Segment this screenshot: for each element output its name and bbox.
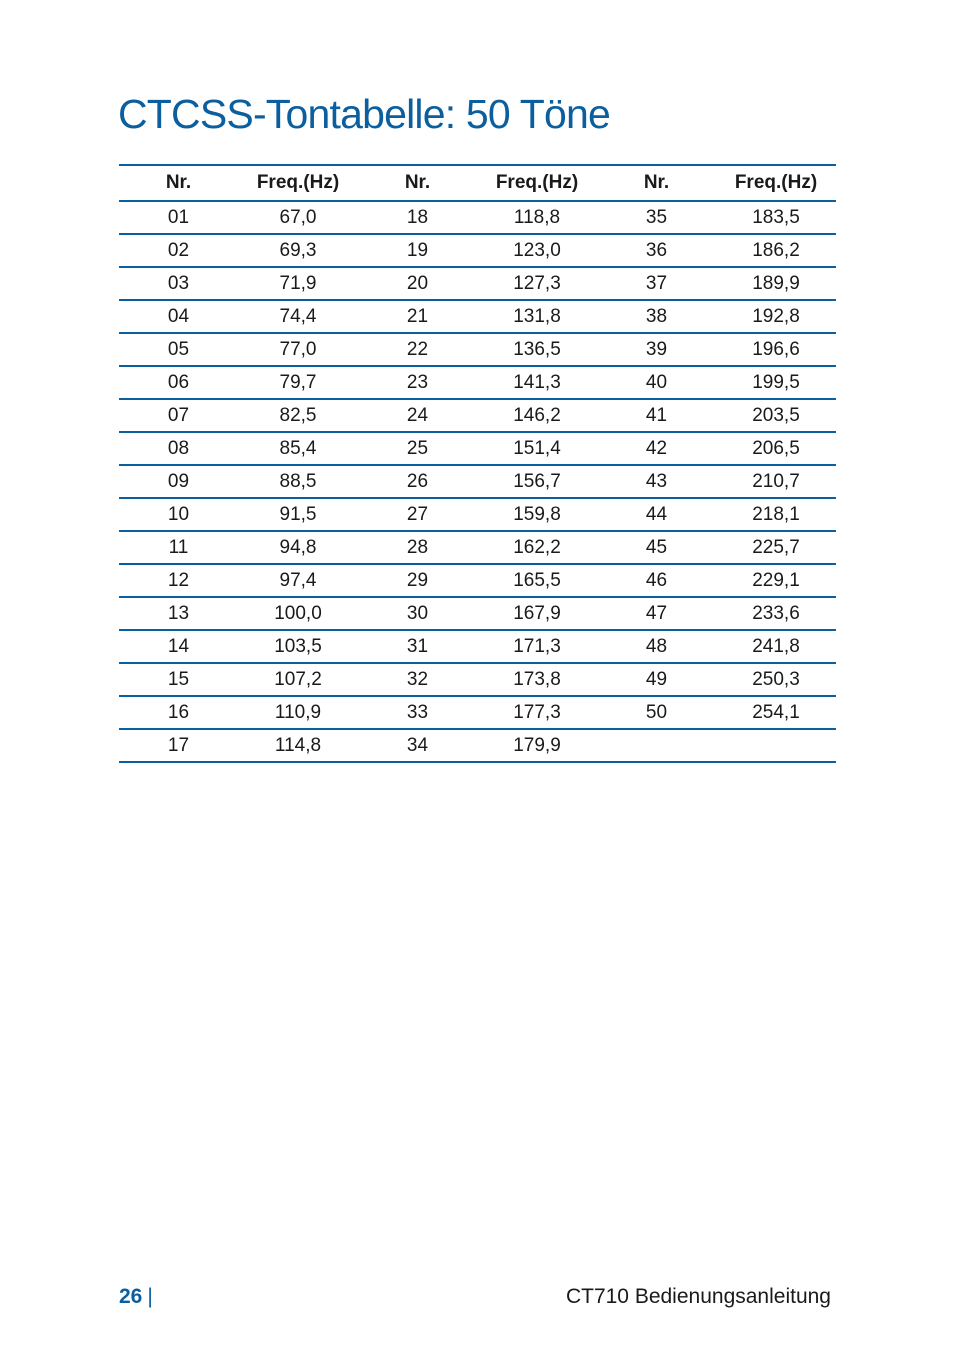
cell-freq: 82,5 (238, 399, 358, 432)
column-header-nr: Nr. (119, 165, 238, 201)
cell-nr: 43 (597, 465, 716, 498)
table-row (119, 729, 836, 762)
cell-nr: 20 (358, 267, 477, 300)
cell-freq: 118,8 (477, 201, 597, 234)
cell-freq: 233,6 (716, 597, 836, 630)
cell-nr: 49 (597, 663, 716, 696)
cell-nr: 24 (358, 399, 477, 432)
cell-freq: 74,4 (238, 300, 358, 333)
cell-nr: 11 (119, 531, 238, 564)
cell-nr: 25 (358, 432, 477, 465)
cell-nr: 29 (358, 564, 477, 597)
cell-freq: 165,5 (477, 564, 597, 597)
cell-nr: 46 (597, 564, 716, 597)
cell-freq: 123,0 (477, 234, 597, 267)
table-body (119, 201, 836, 762)
cell-nr: 44 (597, 498, 716, 531)
cell-nr: 06 (119, 366, 238, 399)
cell-freq: 167,9 (477, 597, 597, 630)
cell-nr: 16 (119, 696, 238, 729)
table-row (119, 663, 836, 696)
cell-freq: 114,8 (238, 729, 358, 762)
cell-nr: 39 (597, 333, 716, 366)
table-row (119, 465, 836, 498)
cell-freq: 136,5 (477, 333, 597, 366)
cell-nr: 47 (597, 597, 716, 630)
page-number-separator: | (147, 1285, 153, 1308)
table-row (119, 432, 836, 465)
cell-nr: 05 (119, 333, 238, 366)
cell-nr: 17 (119, 729, 238, 762)
table-row (119, 630, 836, 663)
cell-freq: 241,8 (716, 630, 836, 663)
table-row (119, 267, 836, 300)
cell-nr: 31 (358, 630, 477, 663)
cell-nr: 08 (119, 432, 238, 465)
cell-nr: 23 (358, 366, 477, 399)
table-row (119, 399, 836, 432)
cell-freq: 100,0 (238, 597, 358, 630)
cell-freq: 110,9 (238, 696, 358, 729)
table-header (119, 165, 836, 201)
column-header-freq: Freq.(Hz) (238, 165, 358, 201)
table-row (119, 597, 836, 630)
cell-freq: 177,3 (477, 696, 597, 729)
cell-freq: 186,2 (716, 234, 836, 267)
cell-freq: 183,5 (716, 201, 836, 234)
cell-freq: 179,9 (477, 729, 597, 762)
ctcss-tone-table (119, 164, 836, 763)
cell-nr: 41 (597, 399, 716, 432)
cell-freq: 131,8 (477, 300, 597, 333)
cell-freq: 71,9 (238, 267, 358, 300)
cell-nr: 32 (358, 663, 477, 696)
cell-freq: 159,8 (477, 498, 597, 531)
table-row (119, 201, 836, 234)
cell-nr: 15 (119, 663, 238, 696)
cell-freq: 203,5 (716, 399, 836, 432)
table-row (119, 498, 836, 531)
cell-nr (597, 729, 716, 762)
column-header-freq: Freq.(Hz) (716, 165, 836, 201)
cell-freq: 250,3 (716, 663, 836, 696)
cell-nr: 01 (119, 201, 238, 234)
cell-freq: 225,7 (716, 531, 836, 564)
cell-freq: 173,8 (477, 663, 597, 696)
cell-nr: 30 (358, 597, 477, 630)
cell-freq: 146,2 (477, 399, 597, 432)
cell-nr: 03 (119, 267, 238, 300)
page-number-value: 26 (119, 1285, 143, 1308)
cell-freq: 69,3 (238, 234, 358, 267)
cell-nr: 45 (597, 531, 716, 564)
cell-nr: 02 (119, 234, 238, 267)
column-header-freq: Freq.(Hz) (477, 165, 597, 201)
cell-nr: 26 (358, 465, 477, 498)
page-title: CTCSS-Tontabelle: 50 Töne (118, 91, 611, 137)
cell-nr: 18 (358, 201, 477, 234)
cell-freq: 151,4 (477, 432, 597, 465)
cell-nr: 36 (597, 234, 716, 267)
cell-nr: 33 (358, 696, 477, 729)
cell-freq: 210,7 (716, 465, 836, 498)
cell-nr: 38 (597, 300, 716, 333)
cell-freq: 67,0 (238, 201, 358, 234)
column-header-nr: Nr. (597, 165, 716, 201)
cell-nr: 42 (597, 432, 716, 465)
cell-freq: 94,8 (238, 531, 358, 564)
cell-nr: 37 (597, 267, 716, 300)
cell-freq: 107,2 (238, 663, 358, 696)
cell-nr: 40 (597, 366, 716, 399)
cell-nr: 04 (119, 300, 238, 333)
cell-nr: 27 (358, 498, 477, 531)
cell-freq: 85,4 (238, 432, 358, 465)
table-row (119, 564, 836, 597)
cell-nr: 21 (358, 300, 477, 333)
cell-nr: 19 (358, 234, 477, 267)
page-number (119, 1283, 153, 1311)
cell-freq: 88,5 (238, 465, 358, 498)
cell-freq: 229,1 (716, 564, 836, 597)
cell-nr: 50 (597, 696, 716, 729)
cell-freq: 196,6 (716, 333, 836, 366)
cell-freq: 91,5 (238, 498, 358, 531)
cell-freq: 189,9 (716, 267, 836, 300)
cell-freq: 254,1 (716, 696, 836, 729)
cell-nr: 10 (119, 498, 238, 531)
document-title: CT710 Bedienungsanleitung (565, 1285, 831, 1308)
table-row (119, 531, 836, 564)
cell-nr: 12 (119, 564, 238, 597)
table-row (119, 333, 836, 366)
table-row (119, 366, 836, 399)
cell-nr: 22 (358, 333, 477, 366)
cell-nr: 34 (358, 729, 477, 762)
table-row (119, 234, 836, 267)
column-header-nr: Nr. (358, 165, 477, 201)
cell-freq: 192,8 (716, 300, 836, 333)
cell-freq: 97,4 (238, 564, 358, 597)
table-row (119, 300, 836, 333)
cell-nr: 14 (119, 630, 238, 663)
cell-freq: 162,2 (477, 531, 597, 564)
cell-freq: 156,7 (477, 465, 597, 498)
table-header-row (119, 165, 836, 201)
cell-nr: 07 (119, 399, 238, 432)
cell-freq: 199,5 (716, 366, 836, 399)
cell-nr: 35 (597, 201, 716, 234)
cell-freq: 171,3 (477, 630, 597, 663)
cell-nr: 28 (358, 531, 477, 564)
cell-freq: 79,7 (238, 366, 358, 399)
cell-freq: 127,3 (477, 267, 597, 300)
cell-freq: 218,1 (716, 498, 836, 531)
cell-nr: 09 (119, 465, 238, 498)
cell-freq: 77,0 (238, 333, 358, 366)
cell-freq: 206,5 (716, 432, 836, 465)
cell-nr: 48 (597, 630, 716, 663)
cell-nr: 13 (119, 597, 238, 630)
cell-freq (716, 729, 836, 762)
cell-freq: 141,3 (477, 366, 597, 399)
cell-freq: 103,5 (238, 630, 358, 663)
table-row (119, 696, 836, 729)
